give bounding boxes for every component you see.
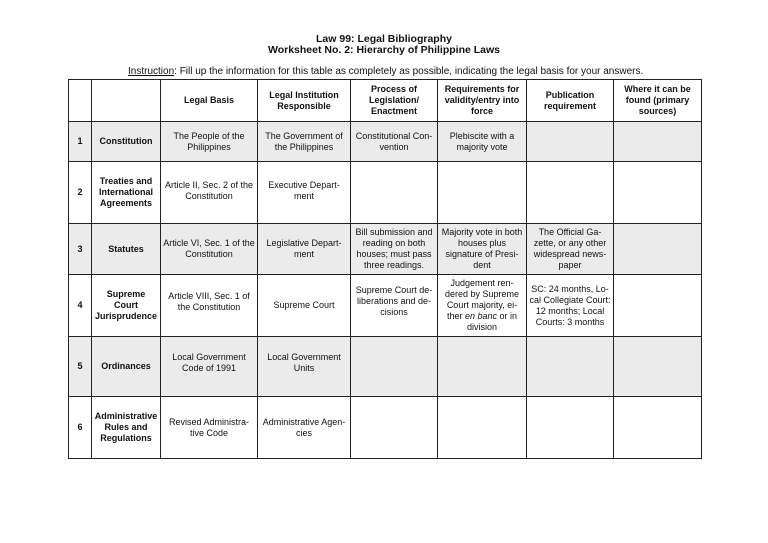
document-title: Law 99: Legal Bibliography [316,33,452,45]
cell-process: Bill submission and reading on both houses; must pass three readings. [351,224,438,275]
cell-publication [527,162,614,224]
cell-sources [614,122,702,162]
row-number: 4 [69,275,92,337]
cell-institution: Supreme Court [258,275,351,337]
row-level: Statutes [92,224,161,275]
cell-publication [527,397,614,459]
cell-process [351,162,438,224]
row-level: Supreme Court Jurisprudence [92,275,161,337]
header-sources: Where it can be found (primary sources) [614,80,702,122]
row-level: Treaties and International Agreements [92,162,161,224]
header-legal-basis: Legal Basis [161,80,258,122]
row-number: 5 [69,337,92,397]
cell-legal-basis: The People of the Philippines [161,122,258,162]
validity-emphasis: en banc [464,311,498,321]
instruction [128,66,643,77]
table-row [69,122,702,162]
row-number: 6 [69,397,92,459]
header-institution: Legal Institution Responsible [258,80,351,122]
row-number: 2 [69,162,92,224]
cell-validity: Plebiscite with a majority vote [438,122,527,162]
header-publication: Publication requirement [527,80,614,122]
row-number: 3 [69,224,92,275]
cell-publication: The Official Ga-zette, or any other widespread news-paper [527,224,614,275]
cell-legal-basis: Article VIII, Sec. 1 of the Constitution [161,275,258,337]
row-level: Constitution [92,122,161,162]
header-num [69,80,92,122]
worksheet-title: Worksheet No. 2: Hierarchy of Philippine Laws [267,44,501,56]
validity-text: Judgement ren-dered by Supreme Court majority, ei-ther [444,278,520,321]
cell-sources [614,162,702,224]
cell-process [351,337,438,397]
cell-process [351,397,438,459]
cell-process: Supreme Court de-liberations and de-cisions [351,275,438,337]
cell-institution: The Government of the Philippines [258,122,351,162]
cell-publication [527,337,614,397]
cell-validity [438,337,527,397]
row-level: Administrative Rules and Regulations [92,397,161,459]
header-process: Process of Legislation/ Enactment [351,80,438,122]
header-row [69,80,702,122]
table-row [69,397,702,459]
row-level: Ordinances [92,337,161,397]
table-row [69,162,702,224]
cell-publication: SC: 24 months, Lo-cal Collegiate Court: 12 months; Local Courts: 3 months [527,275,614,337]
table-row [69,275,702,337]
cell-sources [614,275,702,337]
cell-sources [614,337,702,397]
table-row [69,337,702,397]
instruction-text: : Fill up the information for this table as completely as possible, indicating the legal basis for your answers. [174,66,644,77]
cell-legal-basis: Revised Administra-tive Code [161,397,258,459]
cell-sources [614,224,702,275]
instruction-label: Instruction [128,66,175,77]
cell-validity [438,275,527,337]
cell-legal-basis: Article VI, Sec. 1 of the Constitution [161,224,258,275]
cell-publication [527,122,614,162]
row-number: 1 [69,122,92,162]
header-validity: Requirements for validity/entry into force [438,80,527,122]
cell-validity: Majority vote in both houses plus signature of Presi-dent [438,224,527,275]
header-level [92,80,161,122]
cell-legal-basis: Article II, Sec. 2 of the Constitution [161,162,258,224]
cell-institution: Local Government Units [258,337,351,397]
cell-institution: Administrative Agen-cies [258,397,351,459]
cell-process: Constitutional Con-vention [351,122,438,162]
cell-institution: Legislative Depart-ment [258,224,351,275]
cell-validity [438,162,527,224]
hierarchy-table [68,79,702,459]
table-row [69,224,702,275]
cell-sources [614,397,702,459]
cell-validity [438,397,527,459]
validity-text-end: or in division [466,311,518,332]
cell-legal-basis: Local Government Code of 1991 [161,337,258,397]
cell-institution: Executive Depart-ment [258,162,351,224]
